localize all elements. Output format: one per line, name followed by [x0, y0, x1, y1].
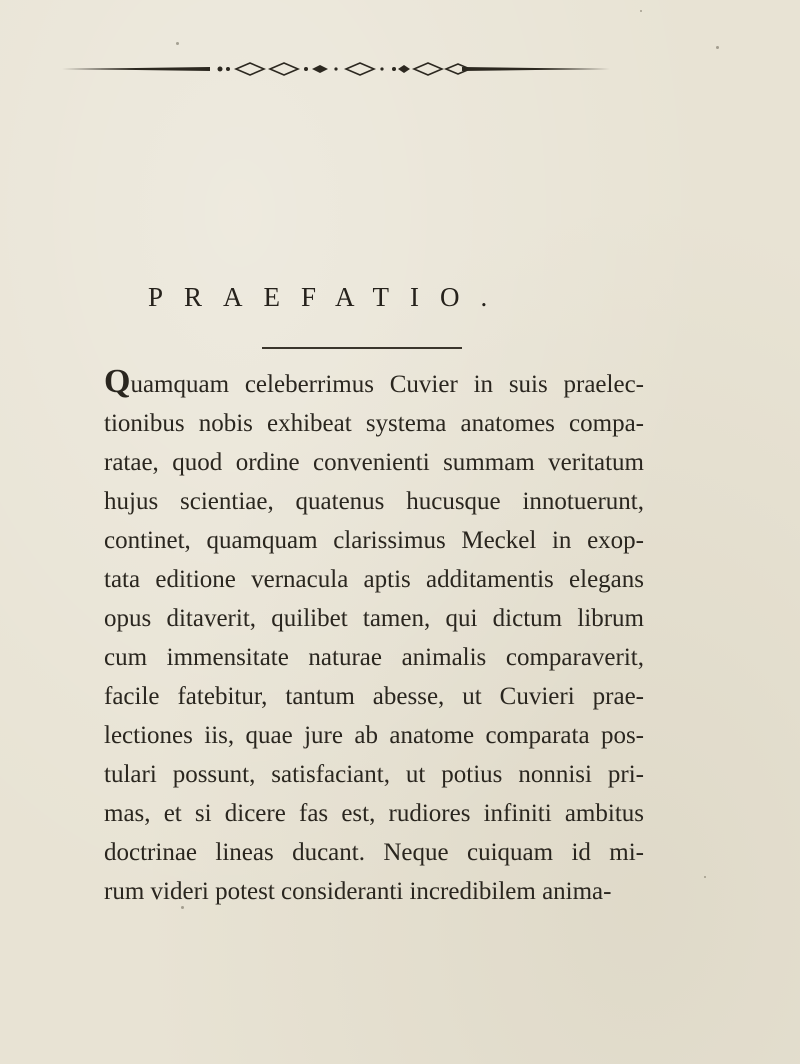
text-line: doctrinae lineas ducant. Neque cuiquam id mi-	[104, 839, 644, 866]
text-line: rum videri potest consideranti incredibilem anima-	[104, 878, 612, 905]
paper-speck	[704, 876, 706, 878]
paper-speck	[640, 10, 642, 12]
text-line: cum immensitate naturae animalis comparaverit,	[104, 644, 644, 671]
text-line: tionibus nobis exhibeat systema anatomes compa-	[104, 410, 644, 437]
text-line: ratae, quod ordine convenienti summam veritatum	[104, 449, 644, 476]
drop-cap: Q	[104, 363, 131, 400]
text-line: Quamquam celeberrimus Cuvier in suis praelec-	[104, 363, 644, 400]
paper-speck	[181, 906, 184, 909]
text-line: lectiones iis, quae jure ab anatome comparata pos-	[104, 722, 644, 749]
paper-speck	[716, 46, 719, 49]
text-line: tata editione vernacula aptis additamentis elegans	[104, 566, 644, 593]
paper-speck	[176, 42, 179, 45]
text-line: mas, et si dicere fas est, rudiores infiniti ambitus	[104, 800, 644, 827]
page-title: PRAEFATIO.	[148, 282, 509, 312]
text-line: continet, quamquam clarissimus Meckel in exop-	[104, 527, 644, 554]
header-ornament	[60, 52, 612, 76]
text-line: tulari possunt, satisfaciant, ut potius nonnisi pri-	[104, 761, 644, 788]
text-line: opus ditaverit, quilibet tamen, qui dictum librum	[104, 605, 644, 632]
text-line: facile fatebitur, tantum abesse, ut Cuvieri prae-	[104, 683, 644, 710]
text-line: hujus scientiae, quatenus hucusque innotuerunt,	[104, 488, 644, 515]
preface-text	[104, 365, 644, 911]
title-divider	[262, 347, 462, 349]
